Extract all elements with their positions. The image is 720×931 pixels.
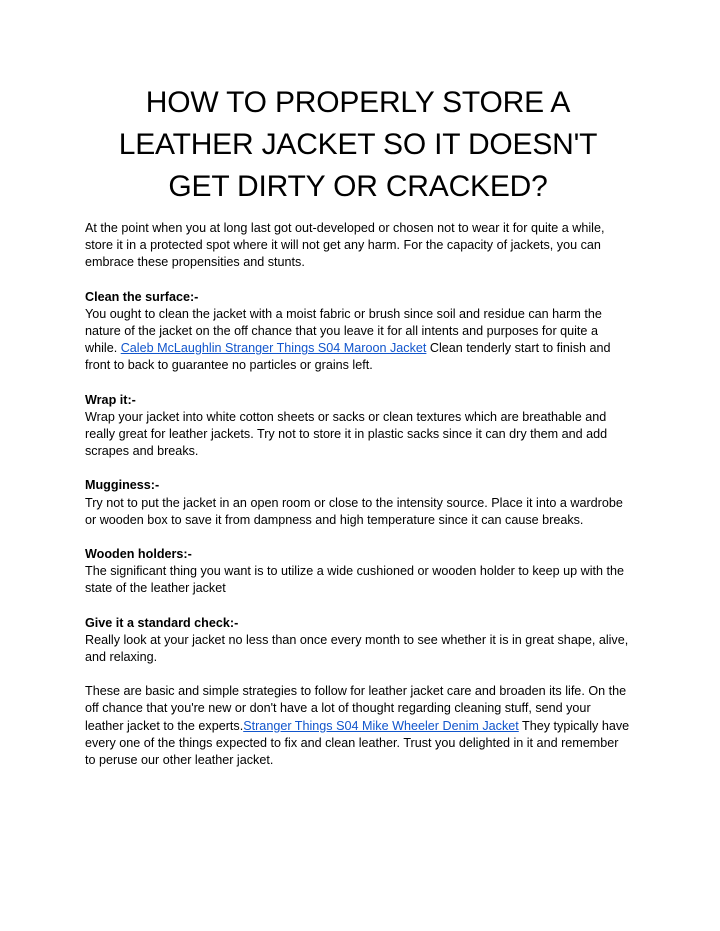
product-link-denim-jacket[interactable]: Stranger Things S04 Mike Wheeler Denim Jacket [243, 718, 519, 733]
document-page [85, 82, 631, 786]
section-text: Try not to put the jacket in an open room or close to the intensity source. Place it into a wardrobe or wooden box to save it from dampness and high temperature since it can cause breaks. [85, 495, 623, 527]
section-text: Clean tenderly start to finish and front to back to guarantee no particles or grains left. [85, 341, 611, 373]
section-text: You ought to clean the jacket with a moist fabric or brush since soil and residue can harm the nature of the jacket on the off chance that you leave it for all intents and purposes for quite a while. [85, 306, 602, 356]
document-title [85, 82, 631, 208]
title-line: GET DIRTY OR CRACKED? [168, 170, 548, 203]
section-heading: Give it a standard check:- [85, 615, 239, 630]
section-heading: Clean the surface:- [85, 289, 199, 304]
title-line: LEATHER JACKET SO IT DOESN'T [118, 128, 598, 161]
title-line: HOW TO PROPERLY STORE A [145, 86, 571, 119]
section-heading: Wooden holders:- [85, 547, 192, 562]
section-heading: Mugginess:- [85, 478, 160, 493]
section-clean-surface [85, 289, 631, 375]
section-heading: Wrap it:- [85, 392, 136, 407]
intro-paragraph: At the point when you at long last got out-developed or chosen not to wear it for quite a while, store it in a protected spot where it will not get any harm. For the capacity of jackets, you can embrace these propensities and stunts. [85, 221, 605, 270]
section-standard-check [85, 615, 631, 667]
section-wooden-holders [85, 546, 631, 598]
closing-paragraph [85, 683, 631, 769]
section-text: Really look at your jacket no less than once every month to see whether it is in great shape, alive, and relaxing. [85, 632, 629, 665]
closing-text: They typically have every one of the things expected to fix and clean leather. Trust you delighted in it and remember to peruse our other leather jacket. [85, 718, 630, 768]
product-link-maroon-jacket[interactable]: Caleb McLaughlin Stranger Things S04 Maroon Jacket [120, 341, 427, 356]
section-text: Wrap your jacket into white cotton sheets or sacks or clean textures which are breathable and really great for leather jackets. Try not to store it in plastic sacks since it can dry them and add scrapes and breaks. [85, 409, 608, 459]
section-text: The significant thing you want is to utilize a wide cushioned or wooden holder to keep up with the state of the leather jacket [85, 564, 625, 596]
closing-text: These are basic and simple strategies to follow for leather jacket care and broaden its life. On the off chance that you're new or don't have a lot of thought regarding cleaning stuff, send your leather jacket to the experts. [85, 684, 627, 733]
section-mugginess [85, 477, 631, 529]
section-wrap-it [85, 392, 631, 461]
